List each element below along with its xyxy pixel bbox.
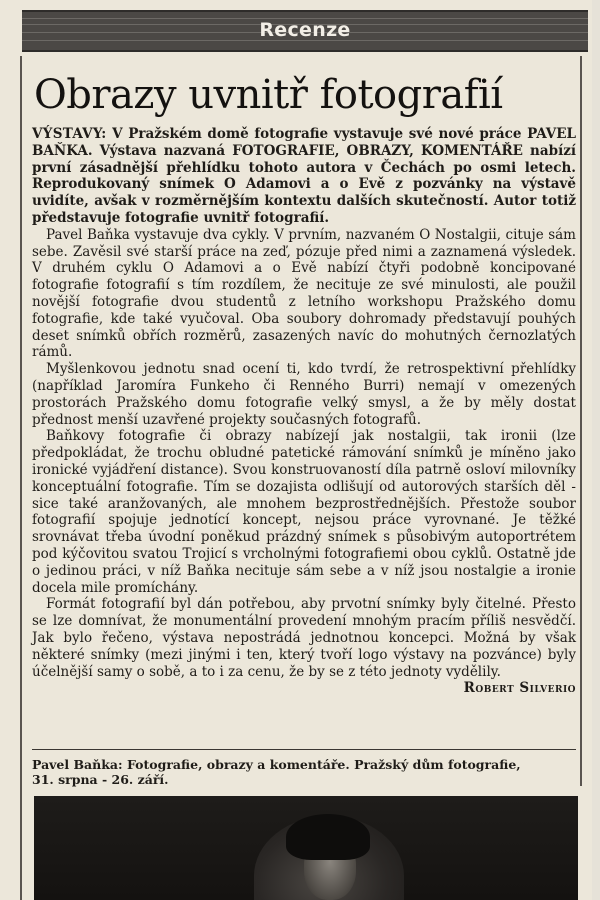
lead-paragraph — [32, 126, 576, 227]
body-paragraph: Myšlenkovou jednotu snad ocení ti, kdo tvrdí, že retrospektivní přehlídky (například Jaromíra Funkeho či Renného Burri) nemají v omezených prostorách Pražského domu fotografie velký smysl, a že by měly dostat přednost menší uzavřené projekty současných fotografů. — [32, 361, 576, 428]
body-paragraph: Baňkovy fotografie či obrazy nabízejí jak nostalgii, tak ironii (lze předpokládat, že trochu obludné patetické rámování snímků je míněno jako ironické vyjádření distance). Svou konstruovaností díla patrně osloví milovníky konceptuální fotografie. Tím se dozajista odlišují od autorových starších děl - sice také aranžovaných, ale mnohem bezprostřednějších. Přestože soubor fotografií spojuje jednotící koncept, nejsou práce vyrovnané. Je těžké srovnávat třeba úvodní poněkud prázdný snímek s působivým autoportrétem pod kýčovitou svatou Trojicí s vrcholnými fotografiemi obou cyklů. Ostatně jde o jedinou práci, v níž Baňka necituje sám sebe a v níž jsou nostalgie a ironie docela mile promíchány. — [32, 428, 576, 596]
photo-hair — [286, 814, 370, 860]
column-frame-left — [20, 56, 22, 900]
caption-line: Pavel Baňka: Fotografie, obrazy a komentáře. Pražský dům fotografie, — [32, 757, 521, 772]
body-paragraph: Formát fotografií byl dán potřebou, aby prvotní snímky byly čitelné. Přesto se lze domnívat, že monumentální provedení mnohým pracím příliš nesvědčí. Jak bylo řečeno, výstava nepostrádá jednotnou koncepci. Možná by však některé snímky (mezi jinými i ten, který tvoří logo výstavy na pozvánce) byly účelnější samy o sobě, a to i za cenu, že by se z této jednoty vydělily. — [32, 596, 576, 680]
article-headline: Obrazy uvnitř fotografií — [34, 72, 503, 118]
lead-kicker: VÝSTAVY: — [32, 126, 107, 142]
section-header — [22, 10, 588, 52]
lead-text: V Pražském domě fotografie vystavuje své nové práce PAVEL BAŇKA. Výstava nazvaná FOTOGRAFIE, OBRAZY, KOMENTÁŘE nabízí první zásadnější přehlídku tohoto autora v Čechách po osmi letech. Reprodukovaný snímek O Adamovi a o Evě z pozvánky na výstavě uvidíte, avšak v rozměrnějším kontextu dalších skutečností. Autor totiž představuje fotografie uvnitř fotografií. — [32, 126, 576, 226]
column-frame-right — [580, 56, 582, 786]
caption-divider — [32, 749, 576, 750]
body-paragraph: Pavel Baňka vystavuje dva cykly. V prvním, nazvaném O Nostalgii, cituje sám sebe. Zavěsil své starší práce na zeď, pózuje před nimi a zaznamená výsledek. V druhém cyklu O Adamovi a o Evě nabízí čtyři podobně koncipované fotografie fotografií s tím rozdílem, že necituje ze své minulosti, ale použil novější fotografie dvou studentů z letního workshopu Pražského domu fotografie, kde také vyučoval. Oba soubory dohromady představují pouhých deset snímků obřích rozměrů, zasazených navíc do mohutných černozlatých rámů. — [32, 226, 576, 361]
article-body — [32, 126, 576, 697]
exhibition-caption — [32, 757, 552, 787]
article-photo — [34, 796, 578, 900]
caption-line: 31. srpna - 26. září. — [32, 772, 169, 787]
section-label: Recenze — [259, 19, 351, 41]
author-byline: Robert Silverio — [463, 680, 576, 697]
clipping-edge — [592, 0, 600, 900]
